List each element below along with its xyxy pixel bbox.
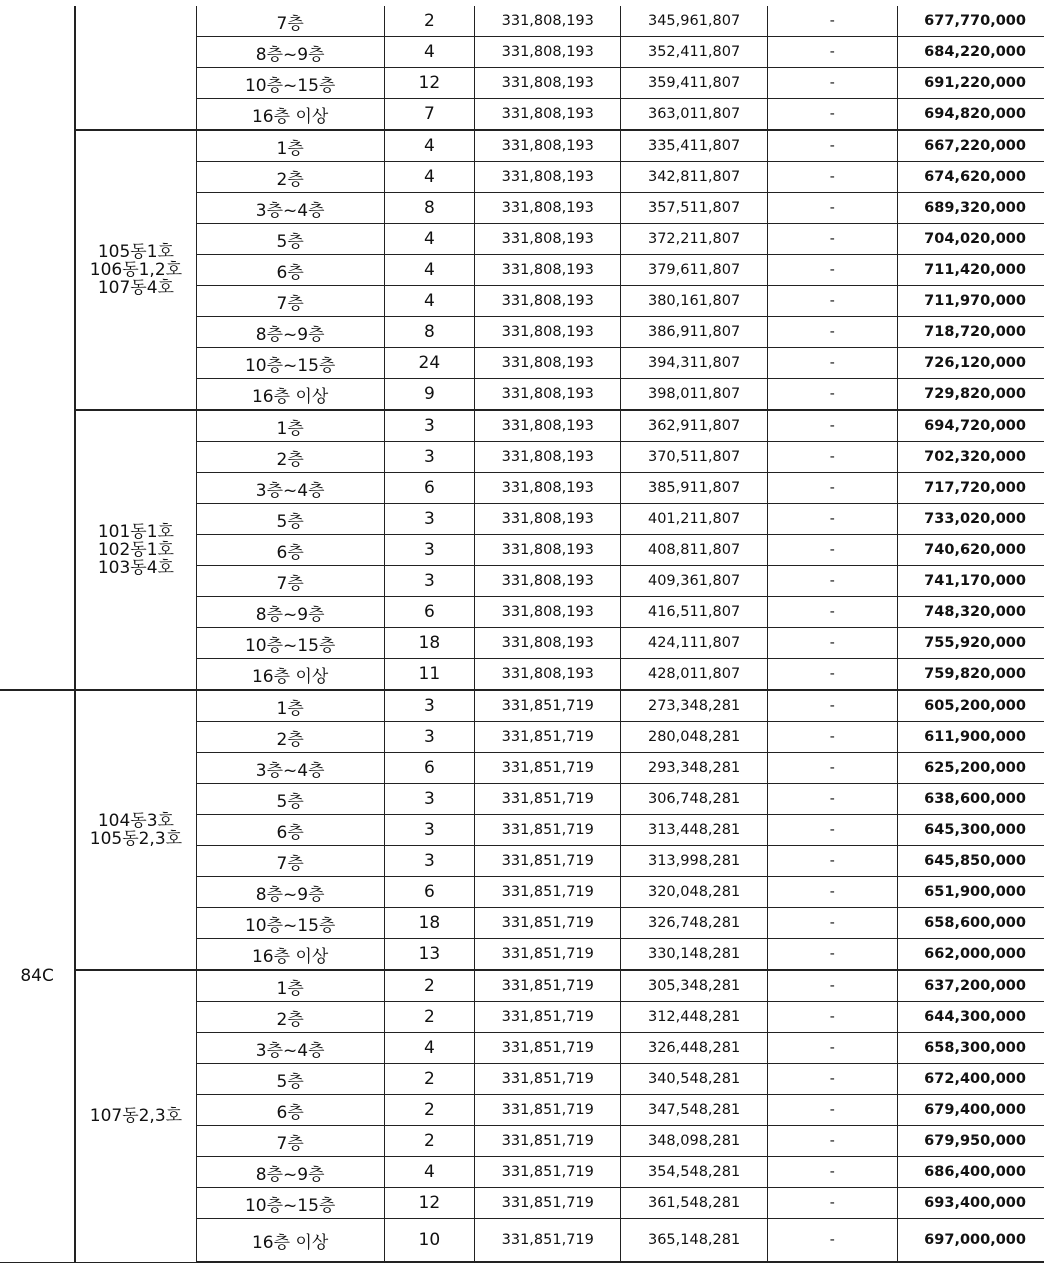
land-price-cell: 331,808,193 [475,6,621,37]
unit-count-cell: 2 [384,1002,474,1033]
floor-cell: 10층~15층 [196,1188,384,1219]
floor-cell: 3층~4층 [196,753,384,784]
unit-count-cell: 6 [384,473,474,504]
land-price-cell: 331,808,193 [475,255,621,286]
unit-count-cell: 3 [384,504,474,535]
total-price-cell: 686,400,000 [897,1157,1044,1188]
building-price-cell: 312,448,281 [621,1002,767,1033]
floor-cell: 2층 [196,722,384,753]
land-price-cell: 331,808,193 [475,37,621,68]
total-price-cell: 718,720,000 [897,317,1044,348]
table-row [0,410,1044,442]
vat-cell: - [767,908,897,939]
total-price-cell: 689,320,000 [897,193,1044,224]
building-price-cell: 357,511,807 [621,193,767,224]
land-price-cell: 331,808,193 [475,442,621,473]
total-price-cell: 704,020,000 [897,224,1044,255]
total-price-cell: 733,020,000 [897,504,1044,535]
vat-cell: - [767,659,897,691]
land-price-cell: 331,808,193 [475,224,621,255]
floor-cell: 7층 [196,566,384,597]
land-price-cell: 331,851,719 [475,753,621,784]
total-price-cell: 694,720,000 [897,410,1044,442]
floor-cell: 6층 [196,815,384,846]
vat-cell: - [767,628,897,659]
floor-cell: 5층 [196,224,384,255]
building-price-cell: 379,611,807 [621,255,767,286]
total-price-cell: 694,820,000 [897,99,1044,131]
total-price-cell: 662,000,000 [897,939,1044,971]
dong-unit-label: 104동3호 [97,811,174,831]
unit-count-cell: 6 [384,877,474,908]
unit-count-cell: 2 [384,1095,474,1126]
building-price-cell: 330,148,281 [621,939,767,971]
vat-cell: - [767,535,897,566]
unit-count-cell: 11 [384,659,474,691]
total-price-cell: 611,900,000 [897,722,1044,753]
floor-cell: 2층 [196,162,384,193]
floor-cell: 6층 [196,255,384,286]
unit-count-cell: 6 [384,597,474,628]
building-price-cell: 401,211,807 [621,504,767,535]
land-price-cell: 331,851,719 [475,1188,621,1219]
total-price-cell: 729,820,000 [897,379,1044,411]
building-price-cell: 370,511,807 [621,442,767,473]
unit-count-cell: 3 [384,784,474,815]
vat-cell: - [767,286,897,317]
total-price-cell: 697,000,000 [897,1219,1044,1263]
total-price-cell: 693,400,000 [897,1188,1044,1219]
building-price-cell: 320,048,281 [621,877,767,908]
land-price-cell: 331,851,719 [475,1219,621,1263]
land-price-cell: 331,808,193 [475,473,621,504]
total-price-cell: 759,820,000 [897,659,1044,691]
total-price-cell: 748,320,000 [897,597,1044,628]
total-price-cell: 717,720,000 [897,473,1044,504]
floor-cell: 1층 [196,970,384,1002]
building-price-cell: 409,361,807 [621,566,767,597]
floor-cell: 8층~9층 [196,877,384,908]
land-price-cell: 331,851,719 [475,939,621,971]
total-price-cell: 637,200,000 [897,970,1044,1002]
building-price-cell: 380,161,807 [621,286,767,317]
table-row [0,970,1044,1002]
unit-count-cell: 3 [384,535,474,566]
total-price-cell: 679,400,000 [897,1095,1044,1126]
floor-cell: 16층 이상 [196,1219,384,1263]
dong-unit-label: 102동1호 [97,540,174,560]
floor-cell: 5층 [196,1064,384,1095]
floor-cell: 6층 [196,535,384,566]
building-price-cell: 305,348,281 [621,970,767,1002]
vat-cell: - [767,162,897,193]
floor-cell: 1층 [196,130,384,162]
floor-cell: 1층 [196,690,384,722]
floor-cell: 16층 이상 [196,379,384,411]
land-price-cell: 331,851,719 [475,784,621,815]
land-price-cell: 331,808,193 [475,628,621,659]
vat-cell: - [767,970,897,1002]
vat-cell: - [767,68,897,99]
vat-cell: - [767,6,897,37]
building-price-cell: 428,011,807 [621,659,767,691]
total-price-cell: 702,320,000 [897,442,1044,473]
unit-count-cell: 18 [384,908,474,939]
table-row [0,690,1044,722]
floor-cell: 10층~15층 [196,68,384,99]
total-price-cell: 644,300,000 [897,1002,1044,1033]
floor-cell: 8층~9층 [196,597,384,628]
total-price-cell: 658,600,000 [897,908,1044,939]
vat-cell: - [767,566,897,597]
unit-count-cell: 13 [384,939,474,971]
unit-count-cell: 6 [384,753,474,784]
unit-count-cell: 4 [384,286,474,317]
vat-cell: - [767,1188,897,1219]
building-price-cell: 386,911,807 [621,317,767,348]
land-price-cell: 331,808,193 [475,317,621,348]
vat-cell: - [767,846,897,877]
land-price-cell: 331,808,193 [475,99,621,131]
housing-type-cell: 84C [0,690,75,1262]
building-price-cell: 342,811,807 [621,162,767,193]
land-price-cell: 331,808,193 [475,130,621,162]
land-price-cell: 331,808,193 [475,68,621,99]
building-price-cell: 313,448,281 [621,815,767,846]
building-price-cell: 293,348,281 [621,753,767,784]
floor-cell: 8층~9층 [196,1157,384,1188]
vat-cell: - [767,317,897,348]
dong-unit-cell [75,410,196,690]
total-price-cell: 638,600,000 [897,784,1044,815]
vat-cell: - [767,1157,897,1188]
unit-count-cell: 8 [384,317,474,348]
building-price-cell: 306,748,281 [621,784,767,815]
unit-count-cell: 4 [384,1033,474,1064]
land-price-cell: 331,808,193 [475,348,621,379]
land-price-cell: 331,851,719 [475,1126,621,1157]
unit-count-cell: 24 [384,348,474,379]
housing-type-cell [0,6,75,690]
land-price-cell: 331,808,193 [475,379,621,411]
vat-cell: - [767,815,897,846]
unit-count-cell: 4 [384,224,474,255]
building-price-cell: 394,311,807 [621,348,767,379]
total-price-cell: 667,220,000 [897,130,1044,162]
land-price-cell: 331,851,719 [475,908,621,939]
floor-cell: 16층 이상 [196,659,384,691]
dong-unit-cell [75,6,196,130]
total-price-cell: 691,220,000 [897,68,1044,99]
vat-cell: - [767,255,897,286]
land-price-cell: 331,808,193 [475,162,621,193]
land-price-cell: 331,808,193 [475,597,621,628]
total-price-cell: 672,400,000 [897,1064,1044,1095]
building-price-cell: 345,961,807 [621,6,767,37]
floor-cell: 1층 [196,410,384,442]
land-price-cell: 331,851,719 [475,846,621,877]
building-price-cell: 335,411,807 [621,130,767,162]
vat-cell: - [767,224,897,255]
floor-cell: 10층~15층 [196,628,384,659]
total-price-cell: 711,970,000 [897,286,1044,317]
dong-unit-label: 105동2,3호 [89,829,183,849]
floor-cell: 8층~9층 [196,317,384,348]
building-price-cell: 361,548,281 [621,1188,767,1219]
land-price-cell: 331,808,193 [475,659,621,691]
land-price-cell: 331,851,719 [475,970,621,1002]
building-price-cell: 340,548,281 [621,1064,767,1095]
floor-cell: 2층 [196,1002,384,1033]
vat-cell: - [767,410,897,442]
vat-cell: - [767,784,897,815]
unit-count-cell: 3 [384,846,474,877]
unit-count-cell: 2 [384,1064,474,1095]
total-price-cell: 674,620,000 [897,162,1044,193]
unit-count-cell: 12 [384,1188,474,1219]
unit-count-cell: 9 [384,379,474,411]
land-price-cell: 331,851,719 [475,815,621,846]
building-price-cell: 372,211,807 [621,224,767,255]
unit-count-cell: 4 [384,37,474,68]
price-table-body [0,6,1044,1262]
dong-unit-label: 105동1호 [97,242,174,262]
dong-unit-label: 107동4호 [97,278,174,298]
dong-unit-label: 107동2,3호 [89,1106,183,1127]
total-price-cell: 726,120,000 [897,348,1044,379]
price-table [0,6,1044,1263]
building-price-cell: 326,448,281 [621,1033,767,1064]
total-price-cell: 711,420,000 [897,255,1044,286]
building-price-cell: 326,748,281 [621,908,767,939]
building-price-cell: 398,011,807 [621,379,767,411]
vat-cell: - [767,939,897,971]
vat-cell: - [767,877,897,908]
unit-count-cell: 2 [384,1126,474,1157]
dong-unit-label: 101동1호 [97,522,174,542]
building-price-cell: 280,048,281 [621,722,767,753]
land-price-cell: 331,808,193 [475,504,621,535]
total-price-cell: 741,170,000 [897,566,1044,597]
unit-count-cell: 18 [384,628,474,659]
table-row [0,6,1044,37]
unit-count-cell: 3 [384,815,474,846]
floor-cell: 7층 [196,846,384,877]
land-price-cell: 331,808,193 [475,193,621,224]
land-price-cell: 331,851,719 [475,690,621,722]
land-price-cell: 331,808,193 [475,286,621,317]
land-price-cell: 331,851,719 [475,1064,621,1095]
dong-unit-label: 106동1,2호 [89,260,183,280]
building-price-cell: 385,911,807 [621,473,767,504]
land-price-cell: 331,851,719 [475,1002,621,1033]
total-price-cell: 658,300,000 [897,1033,1044,1064]
unit-count-cell: 3 [384,410,474,442]
vat-cell: - [767,379,897,411]
vat-cell: - [767,99,897,131]
land-price-cell: 331,851,719 [475,1157,621,1188]
floor-cell: 6층 [196,1095,384,1126]
total-price-cell: 645,300,000 [897,815,1044,846]
vat-cell: - [767,348,897,379]
floor-cell: 7층 [196,286,384,317]
land-price-cell: 331,808,193 [475,410,621,442]
land-price-cell: 331,808,193 [475,566,621,597]
unit-count-cell: 3 [384,722,474,753]
land-price-cell: 331,851,719 [475,1033,621,1064]
floor-cell: 2층 [196,442,384,473]
vat-cell: - [767,504,897,535]
floor-cell: 10층~15층 [196,908,384,939]
floor-cell: 5층 [196,784,384,815]
floor-cell: 16층 이상 [196,99,384,131]
total-price-cell: 755,920,000 [897,628,1044,659]
building-price-cell: 273,348,281 [621,690,767,722]
vat-cell: - [767,597,897,628]
total-price-cell: 679,950,000 [897,1126,1044,1157]
unit-count-cell: 8 [384,193,474,224]
land-price-cell: 331,851,719 [475,722,621,753]
building-price-cell: 365,148,281 [621,1219,767,1263]
vat-cell: - [767,1126,897,1157]
vat-cell: - [767,1219,897,1263]
land-price-cell: 331,851,719 [475,877,621,908]
unit-count-cell: 12 [384,68,474,99]
vat-cell: - [767,722,897,753]
floor-cell: 7층 [196,1126,384,1157]
vat-cell: - [767,193,897,224]
vat-cell: - [767,690,897,722]
vat-cell: - [767,1033,897,1064]
vat-cell: - [767,37,897,68]
building-price-cell: 362,911,807 [621,410,767,442]
vat-cell: - [767,473,897,504]
building-price-cell: 352,411,807 [621,37,767,68]
total-price-cell: 625,200,000 [897,753,1044,784]
building-price-cell: 408,811,807 [621,535,767,566]
dong-unit-cell [75,690,196,970]
total-price-cell: 605,200,000 [897,690,1044,722]
vat-cell: - [767,1064,897,1095]
unit-count-cell: 3 [384,442,474,473]
unit-count-cell: 2 [384,6,474,37]
floor-cell: 3층~4층 [196,193,384,224]
building-price-cell: 363,011,807 [621,99,767,131]
vat-cell: - [767,1095,897,1126]
unit-count-cell: 10 [384,1219,474,1263]
floor-cell: 10층~15층 [196,348,384,379]
land-price-cell: 331,851,719 [475,1095,621,1126]
floor-cell: 3층~4층 [196,473,384,504]
total-price-cell: 677,770,000 [897,6,1044,37]
unit-count-cell: 4 [384,162,474,193]
floor-cell: 8층~9층 [196,37,384,68]
floor-cell: 3층~4층 [196,1033,384,1064]
unit-count-cell: 7 [384,99,474,131]
building-price-cell: 416,511,807 [621,597,767,628]
dong-unit-cell [75,970,196,1262]
floor-cell: 7층 [196,6,384,37]
total-price-cell: 645,850,000 [897,846,1044,877]
unit-count-cell: 3 [384,566,474,597]
building-price-cell: 424,111,807 [621,628,767,659]
building-price-cell: 348,098,281 [621,1126,767,1157]
building-price-cell: 313,998,281 [621,846,767,877]
vat-cell: - [767,1002,897,1033]
unit-count-cell: 3 [384,690,474,722]
vat-cell: - [767,130,897,162]
unit-count-cell: 4 [384,255,474,286]
building-price-cell: 354,548,281 [621,1157,767,1188]
unit-count-cell: 2 [384,970,474,1002]
unit-count-cell: 4 [384,130,474,162]
building-price-cell: 347,548,281 [621,1095,767,1126]
unit-count-cell: 4 [384,1157,474,1188]
table-row [0,130,1044,162]
dong-unit-label: 103동4호 [97,558,174,578]
total-price-cell: 740,620,000 [897,535,1044,566]
land-price-cell: 331,808,193 [475,535,621,566]
total-price-cell: 651,900,000 [897,877,1044,908]
floor-cell: 5층 [196,504,384,535]
building-price-cell: 359,411,807 [621,68,767,99]
vat-cell: - [767,442,897,473]
floor-cell: 16층 이상 [196,939,384,971]
dong-unit-cell [75,130,196,410]
vat-cell: - [767,753,897,784]
total-price-cell: 684,220,000 [897,37,1044,68]
